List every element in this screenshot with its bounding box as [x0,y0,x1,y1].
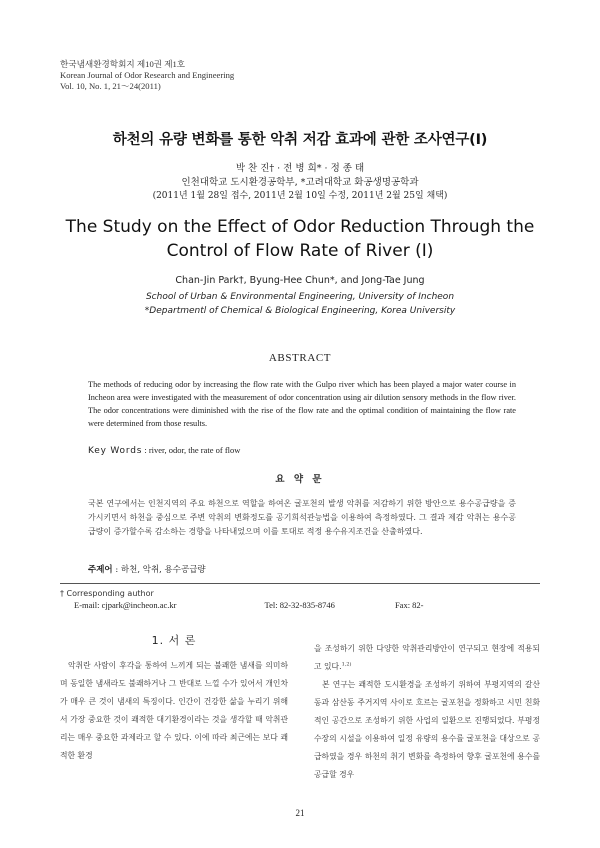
body-column-left [60,657,288,765]
keywords-text: : river, odor, the rate of flow [142,445,241,455]
affiliation-english-1: School of Urban & Environmental Engineering, University of Incheon [145,292,455,302]
contact-fax: Fax: 82- [394,600,424,610]
keywords-label: Key Words [88,446,143,456]
title-line-2: Control of Flow Rate of River (I) [166,241,434,261]
authors-korean: 박 찬 진† · 전 병 희* · 정 종 태 [235,163,365,174]
title-line-1: The Study on the Effect of Odor Reduction Through the [65,217,535,237]
contact-email: E-mail: cjpark@incheon.ac.kr [74,600,177,610]
authors-english: Chan-Jin Park†, Byung-Hee Chun*, and Jong-Tae Jung [175,275,425,286]
corresponding-author-label: † Corresponding author [60,589,154,598]
journal-kr-name: 한국냄새환경학회지 제10권 제1호 [60,59,186,69]
keywords-korean-label: 주제어 [88,565,113,575]
intro-text-cont: 을 조성하기 위한 다양한 악취관리방안이 연구되고 현장에 적용되고 있다. [314,644,540,671]
body-column-right [314,640,540,784]
paper-title-english [0,215,600,263]
affiliation-english-2: *Departmentl of Chemical & Biological Engineering, Korea University [144,306,456,316]
affiliation-korean: 인천대학교 도시환경공학부, *고려대학교 화공생명공학과 [181,177,419,188]
keywords-english [88,445,240,456]
paper-title-korean: 하천의 유량 변화를 통한 악취 저감 효과에 관한 조사연구(I) [112,132,488,148]
journal-header [60,59,234,92]
keywords-korean-text: : 하천, 악취, 용수공급량 [112,565,206,575]
intro-paragraph-2: 본 연구는 쾌적한 도시환경을 조성하기 위하여 부평지역의 갈산동과 삼산동 주거지역 사이로 흐르는 굴포천을 정화하고 시민 친화적인 공간으로 조성하기 위한 사업의 일환으로 진행되었다. 부평정수장의 시설을 이용하여 일정 유량의 용수를 굴포천을 대상으로 공급하였을 경우 하천의 취기 변화를 측정하여 향후 굴포천에 용수를 공급할 경우 [314,680,540,779]
abstract-body: The methods of reducing odor by increasing the flow rate with the Gulpo river which has been played a major water course in Incheon area were investigated with the measurement of odor concentration using air dilution sensory methods in the flow river. The odor concentrations were diminished with the rise of the flow rate and the optimal condition of maintaining the flow rate were determined from those results. [88,380,516,428]
journal-en-name: Korean Journal of Odor Research and Engineering [60,70,235,80]
contact-info [74,600,424,610]
journal-issue: Vol. 10, No. 1, 21～24(2011) [60,81,161,91]
summary-body-korean: 국본 연구에서는 인천지역의 주요 하천으로 역할을 하여온 굴포천의 발생 악취를 저감하기 위한 방안으로 용수공급량을 증가시키면서 하천을 중심으로 주변 악취의 변화정도를 공기희석관능법을 이용하여 측정하였다. 그 결과 제감 악취는 용수공급량이 증가할수록 감소하는 경향을 나타내었으며 이를 토대로 적정 용수유지조건을 산출하였다. [88,499,516,536]
contact-tel: Tel: 82-32-835-8746 [264,600,335,610]
submission-dates: (2011년 1월 28일 접수, 2011년 2월 10일 수정, 2011년 2월 25일 채택) [152,191,448,201]
intro-paragraph-1-cont [314,640,540,676]
abstract-heading: ABSTRACT [268,352,332,364]
citation-ref: 1,2) [341,661,352,668]
affiliation-english [0,290,600,318]
page-number: 21 [295,808,305,818]
keywords-korean [88,563,206,575]
summary-heading-korean: 요 약 문 [275,474,325,485]
section-heading-introduction: 1. 서 론 [151,634,197,647]
footnote-divider [60,583,540,584]
intro-paragraph-1: 악취란 사람이 후각을 통하여 느끼게 되는 불쾌한 냄새를 의미하며 동일한 냄새라도 불쾌하거나 그 반대로 느낄 수가 있어서 개인차가 매우 큰 것이 냄새의 특징이다. 인간이 건강한 삶을 누리기 위해서 가장 중요한 것이 쾌적한 대기환경이라는 것을 생각할 때 악취관리는 매우 중요한 과제라고 할 수 있다. 이에 따라 최근에는 보다 쾌적한 환경 [60,661,288,760]
